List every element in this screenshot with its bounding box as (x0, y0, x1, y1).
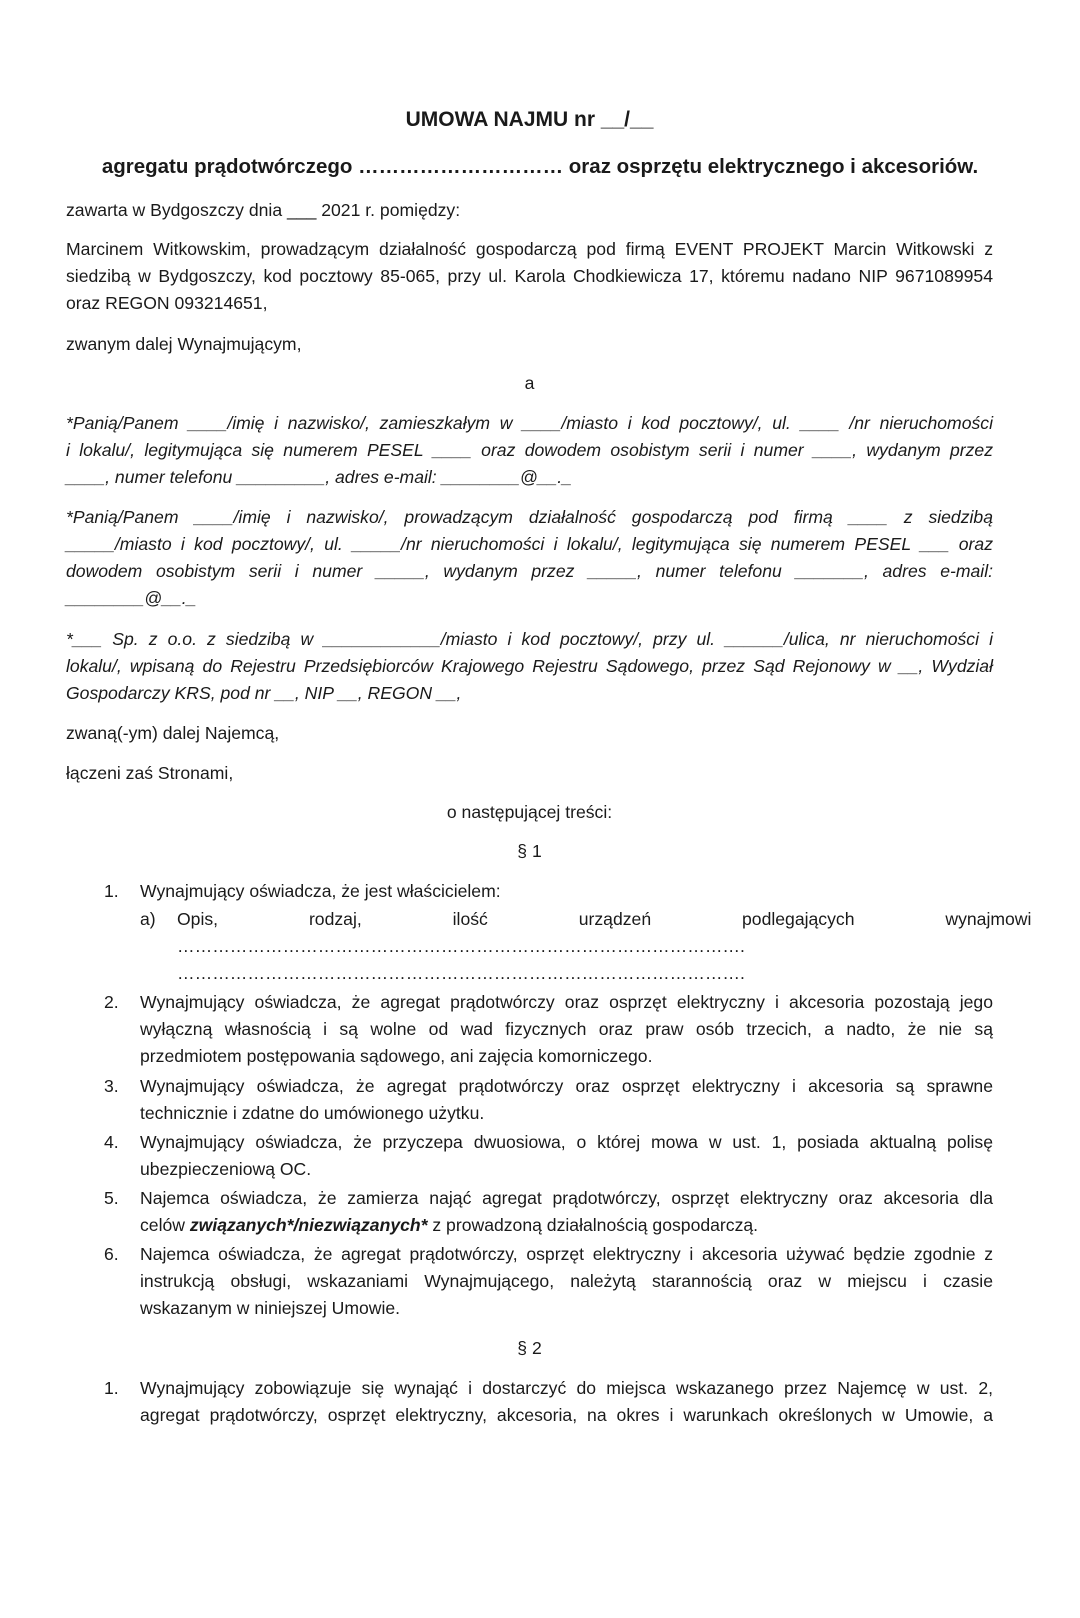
s1-sub-a-description: Opis, rodzaj, ilość urządzeń podlegających wynajmowi (177, 909, 1032, 929)
s1-item-2-line-3: przedmiotem postępowania sądowego, ani zajęcia komorniczego. (140, 1046, 653, 1066)
s1-item-2-number: 2. (104, 992, 119, 1012)
section-1-heading: § 1 (517, 841, 542, 861)
s1-item-2-line-2: wyłączną własnością i są wolne od wad fizycznych oraz praw osób trzecich, a nadto, że nie są (140, 1019, 993, 1039)
s1-item-2-line-1: Wynajmujący oświadcza, że agregat prądotwórczy oraz osprzęt elektryczny i akcesoria pozostają jego (140, 992, 993, 1012)
s1-item-5-pre: celów (140, 1215, 190, 1235)
content-line: o następującej treści: (446, 802, 613, 822)
business-option-line-4: ________@__._ (66, 588, 197, 608)
lessor-line-3: oraz REGON 093214651, (66, 293, 268, 313)
s1-item-5-emphasis: związanych*/niezwiązanych* (189, 1215, 428, 1235)
section-2-heading: § 2 (517, 1338, 542, 1358)
contract-subtitle: agregatu prądotwórczego ………………………… oraz osprzętu elektrycznego i akcesoriów. (101, 155, 979, 178)
concluded-line: zawarta w Bydgoszczy dnia ___ 2021 r. pomiędzy: (66, 200, 461, 220)
business-option-line-3: dowodem osobistym serii i numer _____, wydanym przez _____, numer telefonu _______, adres e-mail: (66, 561, 993, 581)
s1-sub-a-dots-1: ……………………………………………………………………………………. (177, 936, 745, 956)
lessor-called: zwanym dalej Wynajmującym, (66, 334, 302, 354)
s1-item-5-line-2 (140, 1214, 993, 1236)
s2-item-1-number: 1. (104, 1378, 119, 1398)
person-option-line-1: *Panią/Panem ____/imię i nazwisko/, zamieszkałym w ____/miasto i kod pocztowy/, ul. ____ /nr nieruchomości (66, 413, 993, 433)
person-option-line-3: ____, numer telefonu _________, adres e-mail: ________@__._ (66, 467, 572, 487)
s1-item-6-number: 6. (104, 1244, 119, 1264)
s1-item-5-post: z prowadzoną działalnością gospodarczą. (427, 1215, 759, 1235)
lessee-called: zwaną(-ym) dalej Najemcą, (66, 723, 280, 743)
s1-item-1-line-1: Wynajmujący oświadcza, że jest właścicielem: (140, 881, 501, 901)
s1-item-1-number: 1. (104, 881, 119, 901)
company-option-line-1: *___ Sp. z o.o. z siedzibą w ____________/miasto i kod pocztowy/, przy ul. ______/ulica, nr nieruchomości i (66, 629, 993, 649)
s1-item-5-number: 5. (104, 1188, 119, 1208)
business-option-line-2: _____/miasto i kod pocztowy/, ul. _____/nr nieruchomości i lokalu/, legitymująca się numerem PESEL ___ oraz (66, 534, 993, 554)
s1-sub-a-line (177, 908, 1032, 930)
s1-item-4-line-1: Wynajmujący oświadcza, że przyczepa dwuosiowa, o której mowa w ust. 1, posiada aktualną polisę (140, 1132, 993, 1152)
s1-item-4-line-2: ubezpieczeniową OC. (140, 1159, 312, 1179)
person-option-line-2: i lokalu/, legitymująca się numerem PESEL ____ oraz dowodem osobistym serii i numer ____, wydanym przez (66, 440, 993, 460)
parties-line: łączeni zaś Stronami, (66, 763, 234, 783)
s2-item-1-line-1: Wynajmujący zobowiązuje się wynająć i dostarczyć do miejsca wskazanego przez Najemcę w ust. 2, (140, 1378, 993, 1398)
conjunction-a: a (524, 373, 535, 393)
s1-item-3-number: 3. (104, 1076, 119, 1096)
company-option-line-2: lokalu/, wpisaną do Rejestru Przedsiębiorców Krajowego Rejestru Sądowego, przez Sąd Rejonowy w __, Wydział (66, 656, 993, 676)
s1-sub-a-letter: a) (140, 909, 156, 929)
s1-item-3-line-1: Wynajmujący oświadcza, że agregat prądotwórczy oraz osprzęt elektryczny i akcesoria są sprawne (140, 1076, 993, 1096)
s1-item-6-line-3: wskazanym w niniejszej Umowie. (140, 1298, 401, 1318)
contract-title: UMOWA NAJMU nr __/__ (405, 108, 654, 131)
lessor-line-2: siedzibą w Bydgoszczy, kod pocztowy 85-065, przy ul. Karola Chodkiewicza 17, któremu nadano NIP 9671089954 (66, 266, 993, 286)
s1-sub-a-dots-2: ……………………………………………………………………………………. (177, 963, 745, 983)
s1-item-6-line-1: Najemca oświadcza, że agregat prądotwórczy, osprzęt elektryczny i akcesoria używać będzie zgodnie z (140, 1244, 993, 1264)
s1-item-5-line-1: Najemca oświadcza, że zamierza nająć agregat prądotwórczy, osprzęt elektryczny oraz akcesoria dla (140, 1188, 993, 1208)
s2-item-1-line-2: agregat prądotwórczy, osprzęt elektryczny, akcesoria, na okres i warunkach określonych w Umowie, a (140, 1405, 993, 1425)
lessor-line-1: Marcinem Witkowskim, prowadzącym działalność gospodarczą pod firmą EVENT PROJEKT Marcin Witkowski z (66, 239, 993, 259)
s1-item-3-line-2: technicznie i zdatne do umówionego użytku. (140, 1103, 485, 1123)
s1-item-4-number: 4. (104, 1132, 119, 1152)
company-option-line-3: Gospodarczy KRS, pod nr __, NIP __, REGON __, (66, 683, 462, 703)
business-option-line-1: *Panią/Panem ____/imię i nazwisko/, prowadzącym działalność gospodarczą pod firmą ____ z siedzibą (66, 507, 993, 527)
s1-item-6-line-2: instrukcją obsługi, wskazaniami Wynajmującego, należytą starannością oraz w miejscu i czasie (140, 1271, 993, 1291)
